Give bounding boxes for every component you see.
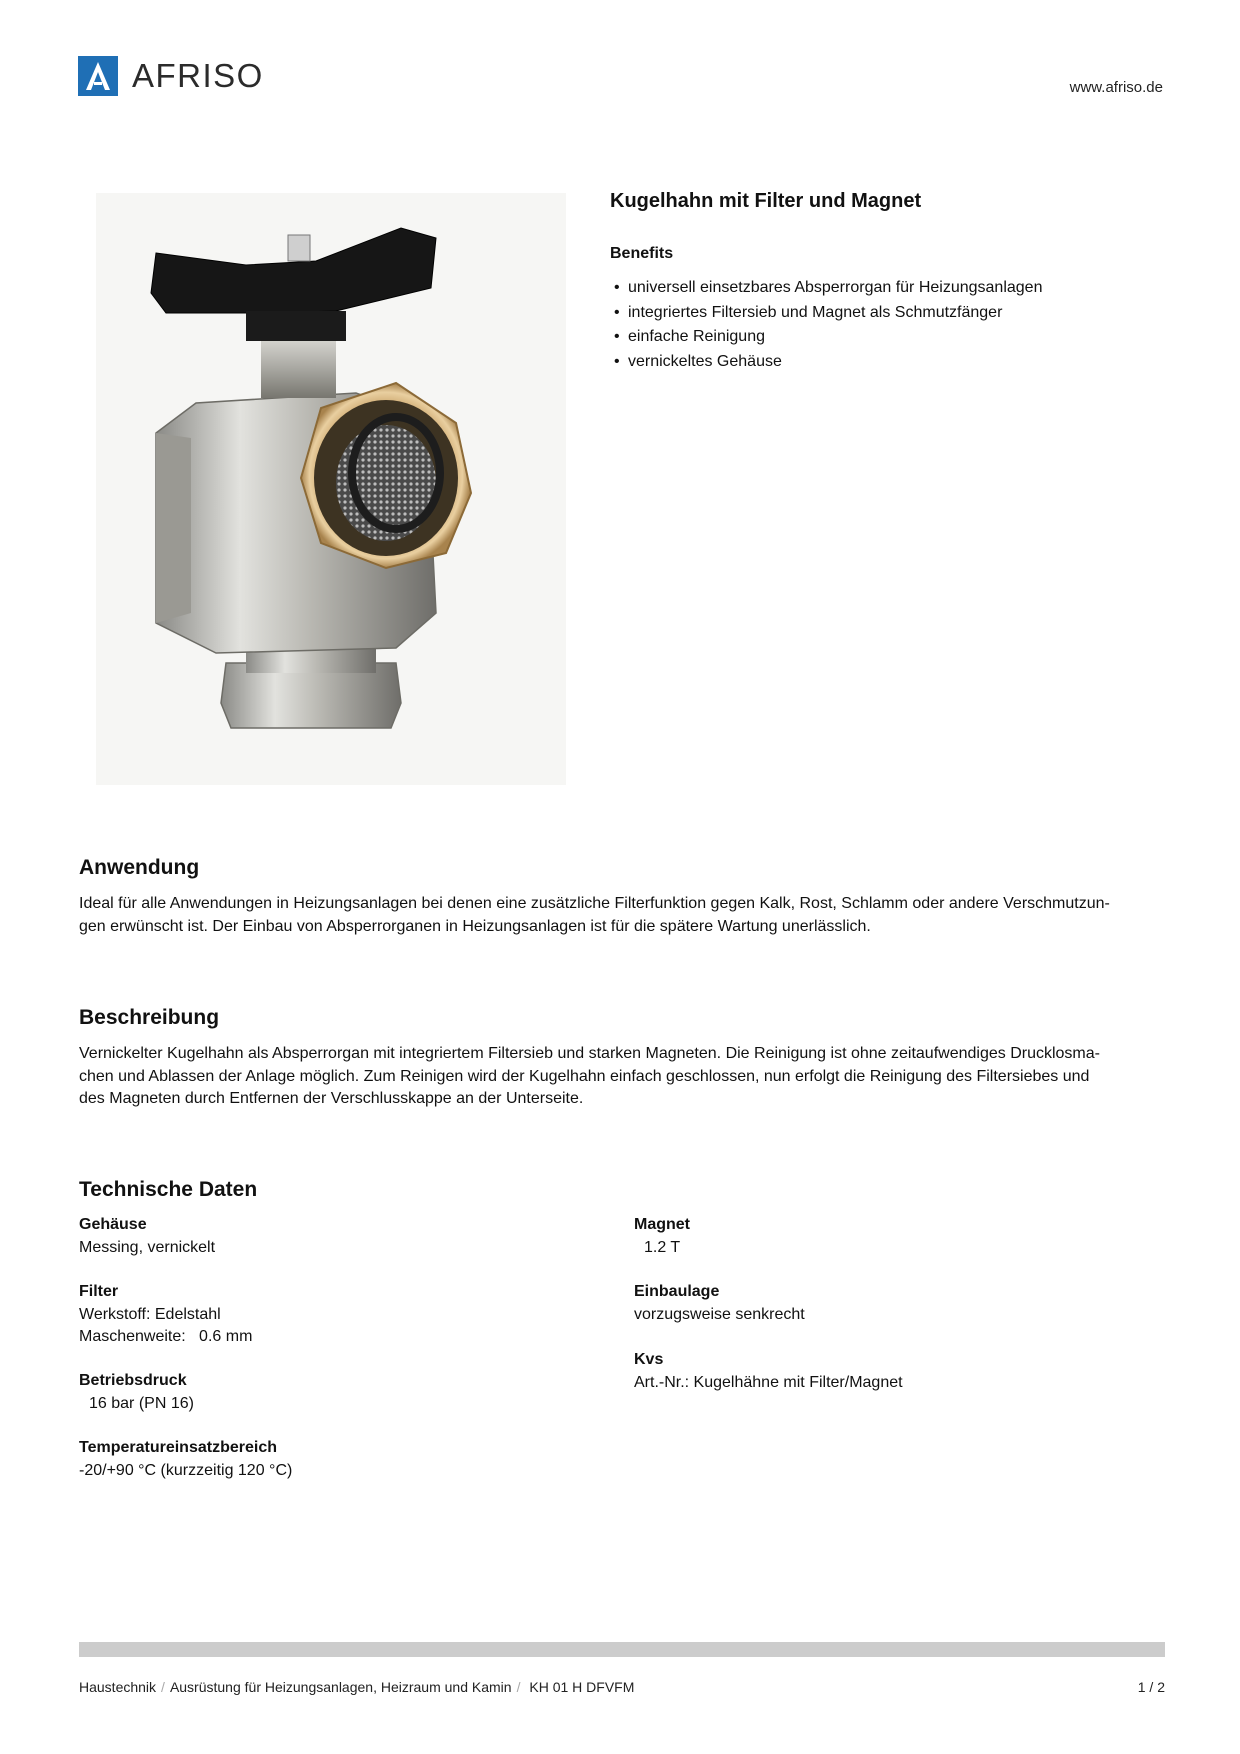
- beschreibung-line: des Magneten durch Entfernen der Verschlusskappe an der Unterseite.: [79, 1090, 584, 1107]
- spec-value: 16 bar (PN 16): [89, 1394, 194, 1412]
- anwendung-text: [79, 893, 1169, 938]
- page-number: 1 / 2: [1137, 1679, 1165, 1695]
- bullet-icon: •: [614, 328, 620, 345]
- ball-valve-illustration: [96, 193, 566, 785]
- benefit-item: [614, 276, 1042, 301]
- benefit-item: [614, 325, 1042, 350]
- spec-value: -20/+90 °C (kurzzeitig 120 °C): [79, 1461, 293, 1479]
- spec-value: 1.2 T: [644, 1238, 681, 1256]
- spec-magnet: [634, 1214, 690, 1259]
- beschreibung-text: [79, 1043, 1169, 1111]
- footer-divider: [79, 1642, 1165, 1657]
- spec-label: Temperatureinsatzbereich: [79, 1439, 277, 1456]
- product-title: Kugelhahn mit Filter und Magnet: [610, 190, 922, 212]
- breadcrumb-item: KH 01 H DFVFM: [529, 1679, 635, 1695]
- anwendung-line: Ideal für alle Anwendungen in Heizungsanlagen bei denen eine zusätzliche Filterfunktion gegen Kalk, Rost, Schlamm oder andere Verschmutzun-: [79, 895, 1110, 912]
- afriso-logo: [78, 56, 264, 96]
- bullet-icon: •: [614, 303, 620, 321]
- spec-betriebsdruck: [79, 1370, 194, 1415]
- benefits-list: [614, 276, 1042, 374]
- spec-temperatur: [79, 1437, 292, 1482]
- technische-daten-heading: Technische Daten: [79, 1178, 258, 1201]
- brand-name: AFRISO: [132, 57, 264, 94]
- website-link[interactable]: www.afriso.de: [1069, 79, 1163, 96]
- bullet-icon: •: [614, 279, 620, 296]
- benefit-item: [614, 350, 1042, 375]
- breadcrumb-item[interactable]: Ausrüstung für Heizungsanlagen, Heizraum und Kamin: [169, 1679, 512, 1695]
- breadcrumb-separator: /: [161, 1679, 165, 1695]
- breadcrumb-separator: /: [516, 1679, 521, 1695]
- benefit-text: universell einsetzbares Absperrorgan für Heizungsanlagen: [628, 279, 1043, 296]
- benefit-text: einfache Reinigung: [628, 328, 765, 345]
- beschreibung-heading: Beschreibung: [79, 1006, 220, 1029]
- spec-label: Filter: [79, 1283, 119, 1300]
- spec-value: Maschenweite: 0.6 mm: [79, 1328, 253, 1345]
- spec-gehaeuse: [79, 1214, 215, 1259]
- spec-value: Messing, vernickelt: [79, 1238, 216, 1256]
- benefits-heading: Benefits: [610, 245, 674, 262]
- benefit-text: integriertes Filtersieb und Magnet als Schmutzfänger: [628, 303, 1003, 321]
- spec-value: Art.-Nr.: Kugelhähne mit Filter/Magnet: [634, 1373, 903, 1391]
- spec-label: Magnet: [634, 1216, 690, 1233]
- spec-label: Betriebsdruck: [79, 1372, 187, 1389]
- product-image: [96, 193, 566, 785]
- beschreibung-line: Vernickelter Kugelhahn als Absperrorgan mit integriertem Filtersieb und starken Magneten. Die Reinigung ist ohne zeitaufwendiges Drucklosma-: [79, 1045, 1100, 1062]
- beschreibung-line: chen und Ablassen der Anlage möglich. Zum Reinigen wird der Kugelhahn einfach geschlossen, nun erfolgt die Reinigung des Filtersiebes und: [79, 1067, 1090, 1085]
- benefit-text: vernickeltes Gehäuse: [628, 352, 782, 370]
- breadcrumb: [79, 1679, 634, 1695]
- bullet-icon: •: [614, 352, 620, 370]
- anwendung-heading: Anwendung: [79, 856, 200, 879]
- anwendung-line: gen erwünscht ist. Der Einbau von Absperrorganen in Heizungsanlagen ist für die spätere Wartung unerlässlich.: [79, 917, 871, 935]
- spec-kvs: [634, 1349, 903, 1394]
- afriso-logo-icon: [78, 56, 118, 96]
- spec-value: Werkstoff: Edelstahl: [79, 1305, 221, 1323]
- spec-value: vorzugsweise senkrecht: [634, 1305, 805, 1323]
- benefit-item: [614, 301, 1042, 326]
- spec-label: Gehäuse: [79, 1216, 147, 1233]
- breadcrumb-item[interactable]: Haustechnik: [79, 1679, 157, 1695]
- spec-filter: [79, 1281, 252, 1349]
- spec-label: Kvs: [634, 1351, 664, 1368]
- spec-einbaulage: [634, 1281, 805, 1326]
- spec-label: Einbaulage: [634, 1283, 720, 1300]
